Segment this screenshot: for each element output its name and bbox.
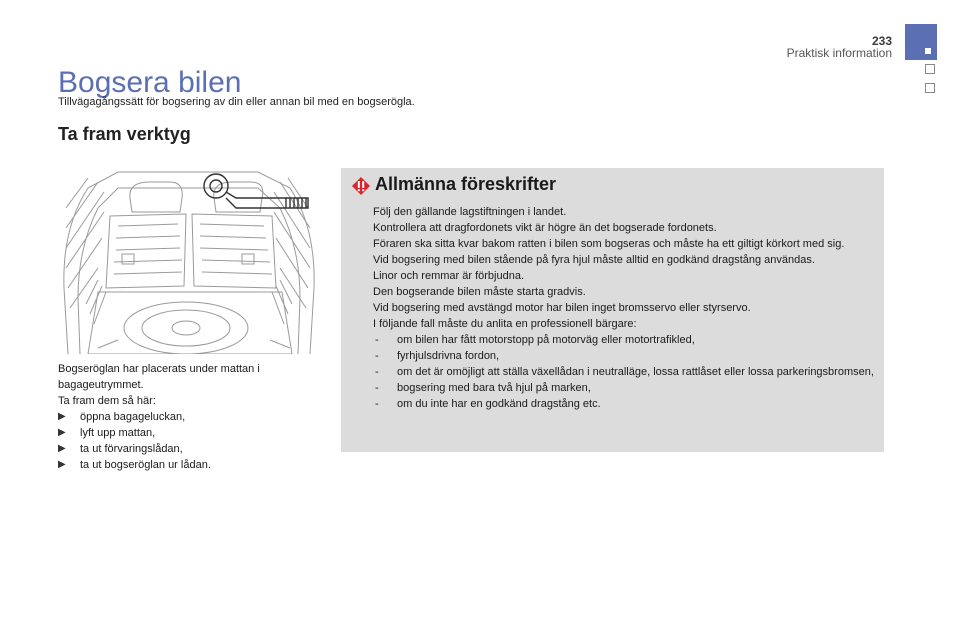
rule-paragraph: Följ den gällande lagstiftningen i landet. — [373, 206, 567, 218]
trunk-illustration — [58, 168, 320, 354]
instruction-steps — [58, 409, 328, 473]
section-tab-active[interactable] — [905, 24, 937, 60]
case-text: bogsering med bara två hjul på marken, — [397, 382, 591, 394]
dash-bullet: - — [375, 398, 379, 410]
section-label: Praktisk information — [786, 46, 892, 60]
tool-instructions — [58, 361, 328, 473]
instructions-lead: Ta fram dem så här: — [58, 395, 156, 407]
page-title: Bogsera bilen — [58, 66, 242, 99]
dash-bullet: - — [375, 350, 379, 362]
section-tab[interactable] — [925, 64, 935, 74]
case-text: om du inte har en godkänd dragstång etc. — [397, 398, 601, 410]
rule-paragraph: I följande fall måste du anlita en professionell bärgare: — [373, 318, 637, 330]
rule-paragraph: Vid bogsering med avstängd motor har bilen inget bromsservo eller styrservo. — [373, 302, 751, 314]
rule-paragraph: Linor och remmar är förbjudna. — [373, 270, 525, 282]
page-subtitle: Tillvägagångssätt för bogsering av din eller annan bil med en bogserögla. — [58, 96, 415, 108]
tab-marker-icon — [925, 48, 931, 54]
arrow-icon: ▶ — [58, 427, 66, 438]
rule-paragraph: Den bogserande bilen måste starta gradvis. — [373, 286, 586, 298]
case-text: om det är omöjligt att ställa växellådan i neutralläge, lossa rattlåset eller lossa parkeringsbromsen, — [397, 366, 874, 378]
list-item — [58, 425, 328, 441]
dash-bullet: - — [375, 382, 379, 394]
step-text: ta ut förvaringslådan, — [80, 443, 183, 455]
step-text: lyft upp mattan, — [80, 427, 156, 439]
dash-bullet: - — [375, 366, 379, 378]
rules-text — [373, 204, 878, 412]
list-item — [58, 457, 328, 473]
rule-paragraph: Föraren ska sitta kvar bakom ratten i bilen som bogseras och måste ha ett giltigt körkort med sig. — [373, 238, 845, 250]
arrow-icon: ▶ — [58, 443, 66, 454]
list-item — [373, 364, 878, 380]
step-text: öppna bagageluckan, — [80, 411, 186, 423]
arrow-icon: ▶ — [58, 459, 66, 470]
step-text: ta ut bogseröglan ur lådan. — [80, 459, 211, 471]
list-item — [58, 441, 328, 457]
panel-title: Allmänna föreskrifter — [375, 174, 557, 194]
rule-paragraph: Kontrollera att dragfordonets vikt är högre än det bogserade fordonets. — [373, 222, 717, 234]
professional-cases-list — [373, 332, 878, 412]
warning-icon — [351, 176, 371, 196]
section-tab[interactable] — [925, 83, 935, 93]
case-text: om bilen har fått motorstopp på motorväg eller motortrafikled, — [397, 334, 695, 346]
list-item — [373, 396, 878, 412]
arrow-icon: ▶ — [58, 411, 66, 422]
general-rules-panel — [341, 168, 884, 452]
list-item — [373, 332, 878, 348]
list-item — [58, 409, 328, 425]
page-number: 233 — [871, 34, 892, 48]
list-item — [373, 380, 878, 396]
trunk-tow-eye-illustration — [58, 168, 320, 354]
case-text: fyrhjulsdrivna fordon, — [397, 350, 500, 362]
rule-paragraph: Vid bogsering med bilen stående på fyra hjul måste alltid en godkänd dragstång användas. — [373, 254, 815, 266]
section-heading: Ta fram verktyg — [58, 124, 191, 144]
dash-bullet: - — [375, 334, 379, 346]
list-item — [373, 348, 878, 364]
instructions-intro: Bogseröglan har placerats under mattan i bagageutrymmet. — [58, 363, 260, 391]
